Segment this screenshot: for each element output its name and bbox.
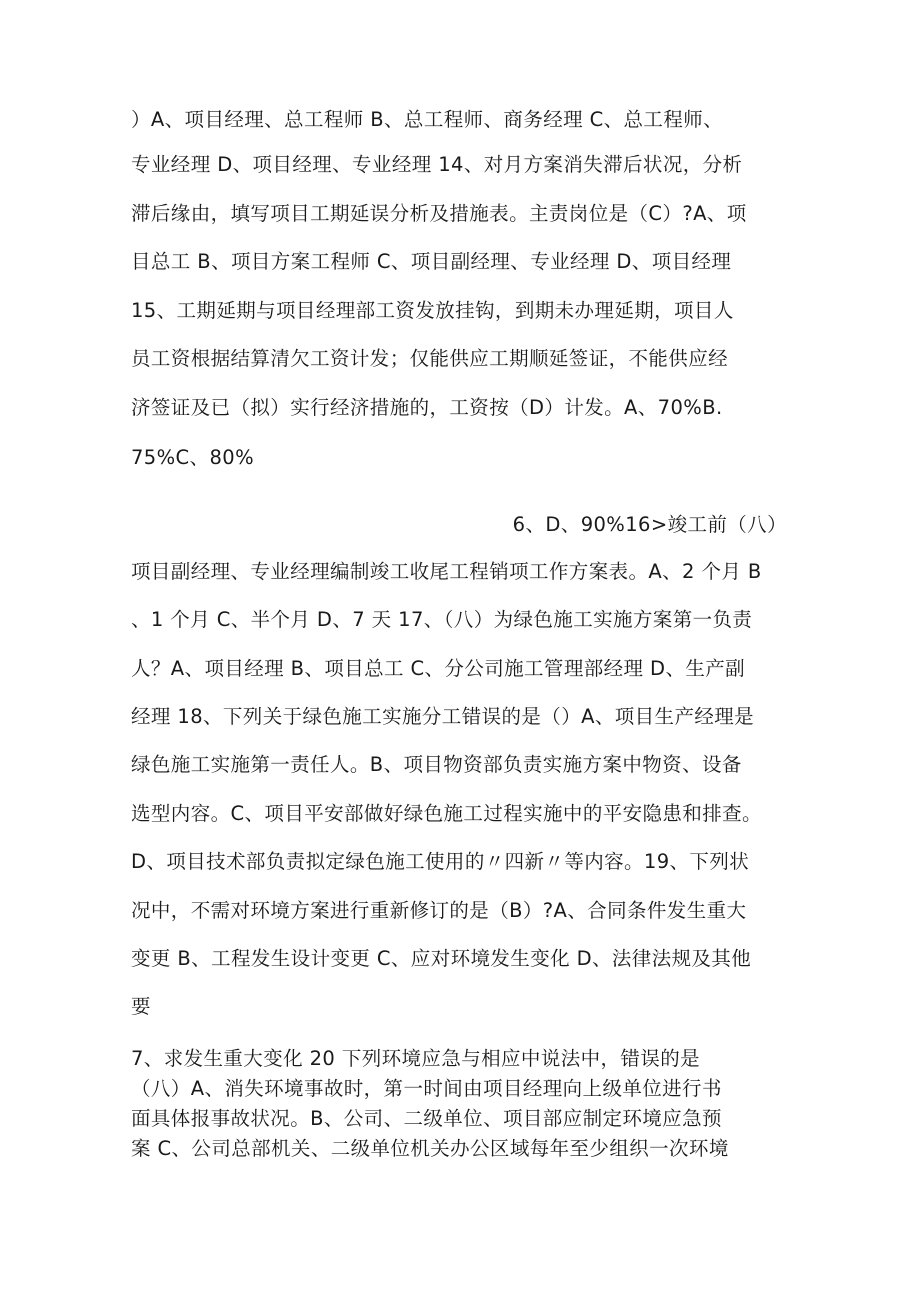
text-line-9: 6、D、90%16>竣工前（八） bbox=[512, 513, 787, 536]
text-line-3: 滞后缘由，填写项目工期延误分析及措施表。主责岗位是（C）?A、项 bbox=[131, 202, 747, 225]
text-line-14: 绿色施工实施第一责任人。B、项目物资部负责实施方案中物资、设备 bbox=[131, 753, 742, 776]
text-line-18: 变更 B、工程发生设计变更 C、应对环境发生变化 D、法律法规及其他 bbox=[131, 947, 752, 970]
text-line-17: 况中，不需对环境方案进行重新修订的是（B）?A、合同条件发生重大 bbox=[131, 899, 747, 922]
text-line-11: 、1 个月 C、半个月 D、7 天 17、（八）为绿色施工实施方案第一负责 bbox=[131, 608, 753, 631]
text-line-23: 案 C、公司总部机关、二级单位机关办公区域每年至少组织一次环境 bbox=[131, 1137, 729, 1160]
text-line-12: 人？A、项目经理 B、项目总工 C、分公司施工管理部经理 D、生产副 bbox=[131, 657, 746, 680]
text-line-2: 专业经理 D、项目经理、专业经理 14、对月方案消失滞后状况，分析 bbox=[131, 153, 743, 176]
text-line-6: 员工资根据结算清欠工资计发；仅能供应工期顺延签证，不能供应经 bbox=[131, 347, 729, 370]
text-line-8: 75%C、80% bbox=[131, 446, 254, 469]
text-line-13: 经理 18、下列关于绿色施工实施分工错误的是（）A、项目生产经理是 bbox=[131, 705, 755, 728]
text-line-15: 选型内容。C、项目平安部做好绿色施工过程实施中的平安隐患和排查。 bbox=[131, 802, 762, 825]
text-line-5: 15、工期延期与项目经理部工资发放挂钩，到期未办理延期，项目人 bbox=[131, 299, 734, 322]
text-line-1: ）A、项目经理、总工程师 B、总工程师、商务经理 C、总工程师、 bbox=[131, 108, 724, 131]
text-line-10: 项目副经理、专业经理编制竣工收尾工程销项工作方案表。A、2 个月 B bbox=[131, 560, 762, 583]
text-line-21: （八）A、消失环境事故时，第一时间由项目经理向上级单位进行书 bbox=[131, 1077, 722, 1100]
text-line-22: 面具体报事故状况。B、公司、二级单位、项目部应制定环境应急预 bbox=[131, 1107, 722, 1130]
text-line-19: 要 bbox=[131, 995, 151, 1018]
text-line-4: 目总工 B、项目方案工程师 C、项目副经理、专业经理 D、项目经理 bbox=[131, 250, 732, 273]
text-line-16: D、项目技术部负责拟定绿色施工使用的〃四新〃等内容。19、下列状 bbox=[131, 850, 750, 873]
text-line-7: 济签证及已（拟）实行经济措施的，工资按（D）计发。A、70%B. bbox=[131, 396, 723, 419]
text-line-20: 7、求发生重大变化 20 下列环境应急与相应中说法中，错误的是 bbox=[131, 1047, 701, 1070]
